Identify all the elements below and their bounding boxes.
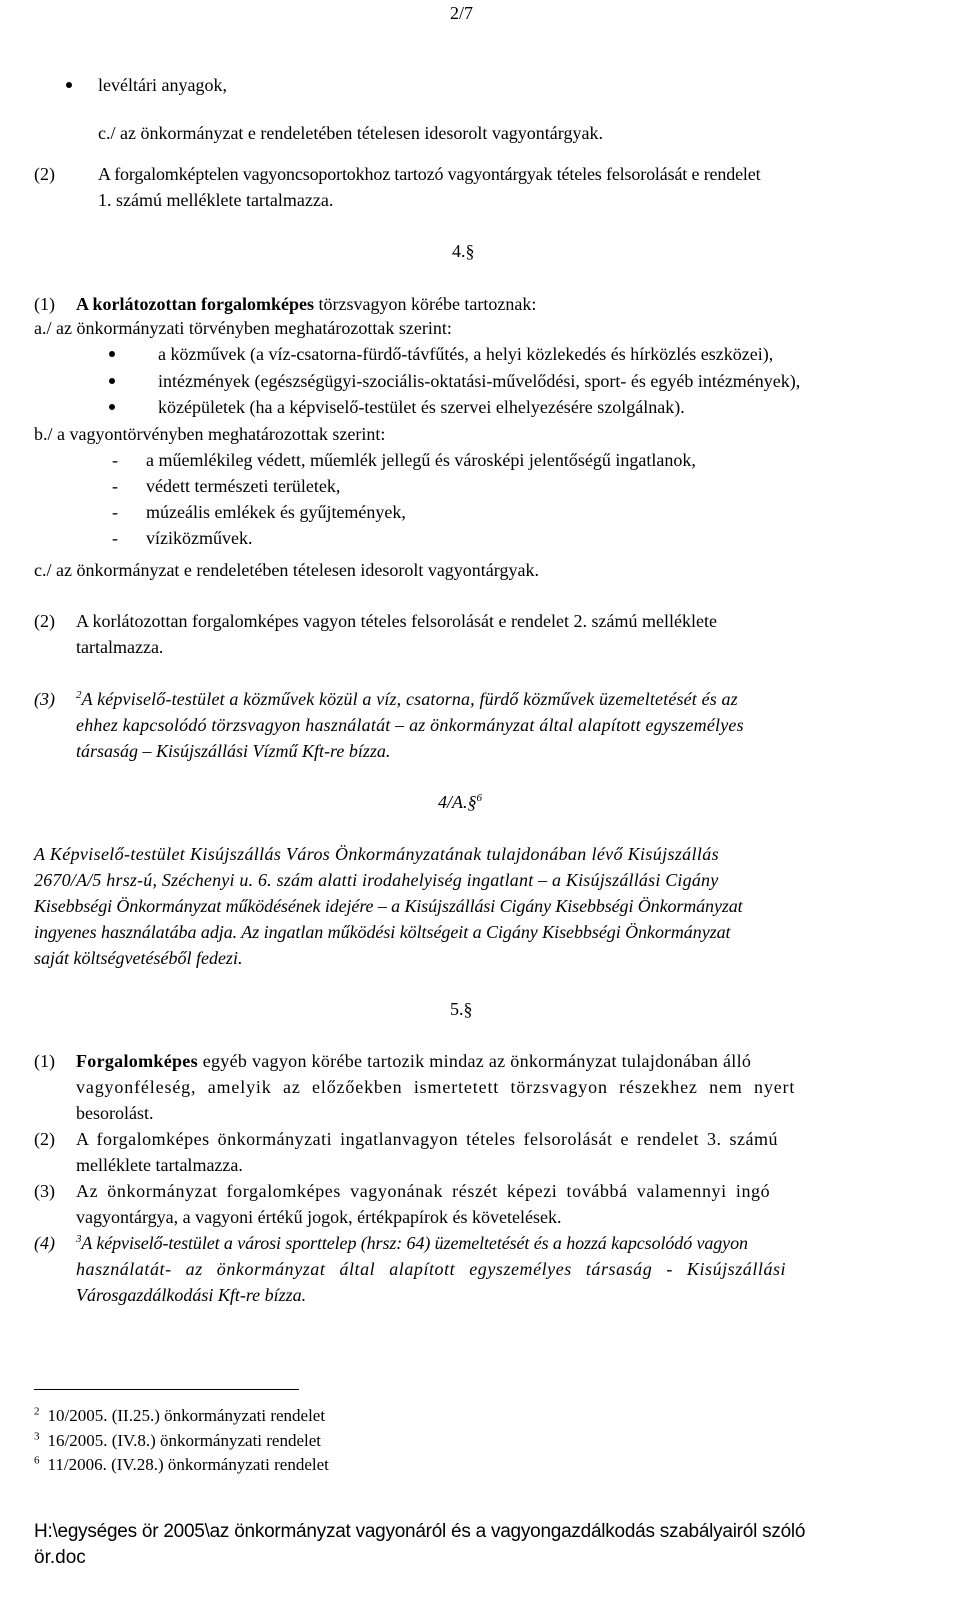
paragraph-text: Az önkormányzat forgalomképes vagyonának részét képezi továbbá valamennyi ingó [76, 1181, 771, 1201]
paragraph-text [76, 1230, 748, 1256]
paragraph-text: társaság – Kisújszállási Vízmű Kft-re bízza. [76, 741, 391, 761]
paragraph-line: A képviselő-testület a városi sporttelep (hrsz: 64) üzemeltetését és a hozzá kapcsolódó vagyon [81, 1233, 748, 1253]
list-item: a közművek (a víz-csatorna-fürdő-távfűtés, a helyi közlekedés és hírközlés eszközei), [158, 344, 774, 364]
paragraph-text: melléklete tartalmazza. [76, 1155, 243, 1175]
heading-text: 4/A.§ [438, 792, 477, 812]
subsection-b-label: b./ a vagyontörvényben meghatározottak szerint: [34, 424, 386, 444]
paragraph-text: Városgazdálkodási Kft-re bízza. [76, 1285, 307, 1305]
list-item: középületek (ha a képviselő-testület és szervei elhelyezésére szolgálnak). [158, 397, 685, 417]
footnote-text: 16/2005. (IV.8.) önkormányzati rendelet [47, 1431, 322, 1450]
subsection-a-label: a./ az önkormányzati törvényben meghatározottak szerint: [34, 318, 452, 338]
list-item: védett természeti területek, [146, 476, 341, 496]
list-item: a műemlékileg védett, műemlék jellegű és városképi jelentőségű ingatlanok, [146, 450, 696, 470]
bullet-dot [109, 378, 115, 384]
paragraph-text: besorolást. [76, 1103, 154, 1123]
footnote-ref: 3 [76, 1233, 82, 1245]
section-heading [438, 789, 482, 815]
dash-marker: - [112, 528, 118, 548]
paragraph-number: (2) [34, 1129, 55, 1149]
paragraph-number: (4) [34, 1233, 55, 1253]
list-item: múzeális emlékek és gyűjtemények, [146, 502, 406, 522]
footnote-text: 10/2005. (II.25.) önkormányzati rendelet [47, 1406, 326, 1425]
paragraph-text [76, 291, 536, 317]
paragraph-text: 2670/A/5 hrsz-ú, Széchenyi u. 6. szám alatti irodahelyiség ingatlant – a Kisújszállási Cigány [34, 870, 719, 890]
paragraph-text: használatát- az önkormányzat által alapított egyszemélyes társaság - Kisújszállási [76, 1259, 787, 1279]
section-heading: 5.§ [450, 999, 473, 1019]
bold-term: Forgalomképes [76, 1051, 198, 1071]
paragraph-number: (2) [34, 611, 55, 631]
paragraph-number: (3) [34, 689, 55, 709]
footnote-ref: 6 [476, 792, 482, 804]
footnote [34, 1403, 325, 1429]
bold-term: A korlátozottan forgalomképes [76, 294, 314, 314]
paragraph-rest: törzsvagyon körébe tartoznak: [313, 294, 537, 314]
bullet-dot [109, 351, 115, 357]
dash-marker: - [112, 476, 118, 496]
paragraph-text: 1. számú melléklete tartalmazza. [98, 190, 334, 210]
paragraph-text: A korlátozottan forgalomképes vagyon tételes felsorolását e rendelet 2. számú melléklete [76, 611, 717, 631]
paragraph-rest: egyéb vagyon körébe tartozik mindaz az önkormányzat tulajdonában álló [197, 1051, 752, 1071]
paragraph-text: tartalmazza. [76, 637, 164, 657]
list-item-leveltari: levéltári anyagok, [98, 75, 227, 95]
footer-path: H:\egységes ör 2005\az önkormányzat vagyonáról és a vagyongazdálkodás szabályairól szóló [34, 1521, 806, 1542]
bullet-dot [109, 404, 115, 410]
paragraph-text: ingyenes használatába adja. Az ingatlan működési költségeit a Cigány Kisebbségi Önkormányzat [34, 922, 731, 942]
paragraph-text: A forgalomképes önkormányzati ingatlanvagyon tételes felsorolását e rendelet 3. számú [76, 1129, 778, 1149]
page-number: 2/7 [450, 3, 474, 23]
paragraph-text [76, 686, 738, 712]
bullet-dot [66, 82, 72, 88]
footnote-text: 11/2006. (IV.28.) önkormányzati rendelet [47, 1455, 329, 1474]
paragraph-text: vagyonféleség, amelyik az előzőekben ismertetett törzsvagyon részekhez nem nyert [76, 1077, 796, 1097]
paragraph-number: (2) [34, 164, 55, 184]
list-item-c: c./ az önkormányzat e rendeletében tételesen idesorolt vagyontárgyak. [98, 123, 603, 143]
footnote-mark: 6 [34, 1454, 40, 1467]
footnote-separator [34, 1389, 299, 1390]
paragraph-text: A Képviselő-testület Kisújszállás Város Önkormányzatának tulajdonában lévő Kisújszállás [34, 844, 719, 864]
footer-filename: ör.doc [34, 1547, 86, 1568]
paragraph-number: (1) [34, 294, 55, 314]
footnote [34, 1452, 329, 1478]
section-heading: 4.§ [452, 241, 475, 261]
dash-marker: - [112, 502, 118, 522]
footnote-ref: 2 [76, 689, 82, 701]
list-item: intézmények (egészségügyi-szociális-oktatási-művelődési, sport- és egyéb intézmények), [158, 371, 801, 391]
paragraph-line: A képviselő-testület a közművek közül a víz, csatorna, fürdő közművek üzemeltetését és az [81, 689, 738, 709]
paragraph-text: saját költségvetéséből fedezi. [34, 948, 243, 968]
paragraph-text [76, 1048, 751, 1074]
footnote-mark: 2 [34, 1405, 40, 1418]
paragraph-text: ehhez kapcsolódó törzsvagyon használatát – az önkormányzat által alapított egyszemélyes [76, 715, 744, 735]
list-item: víziközművek. [146, 528, 253, 548]
dash-marker: - [112, 450, 118, 470]
paragraph-number: (1) [34, 1051, 55, 1071]
subsection-c-label: c./ az önkormányzat e rendeletében tételesen idesorolt vagyontárgyak. [34, 560, 539, 580]
footnote-mark: 3 [34, 1430, 40, 1443]
paragraph-text: Kisebbségi Önkormányzat működésének idejére – a Kisújszállási Cigány Kisebbségi Önkormányzat [34, 896, 743, 916]
paragraph-text: A forgalomképtelen vagyoncsoportokhoz tartozó vagyontárgyak tételes felsorolását e rendelet [98, 164, 761, 184]
paragraph-number: (3) [34, 1181, 55, 1201]
footnote [34, 1428, 321, 1454]
paragraph-text: vagyontárgya, a vagyoni értékű jogok, értékpapírok és követelések. [76, 1207, 562, 1227]
